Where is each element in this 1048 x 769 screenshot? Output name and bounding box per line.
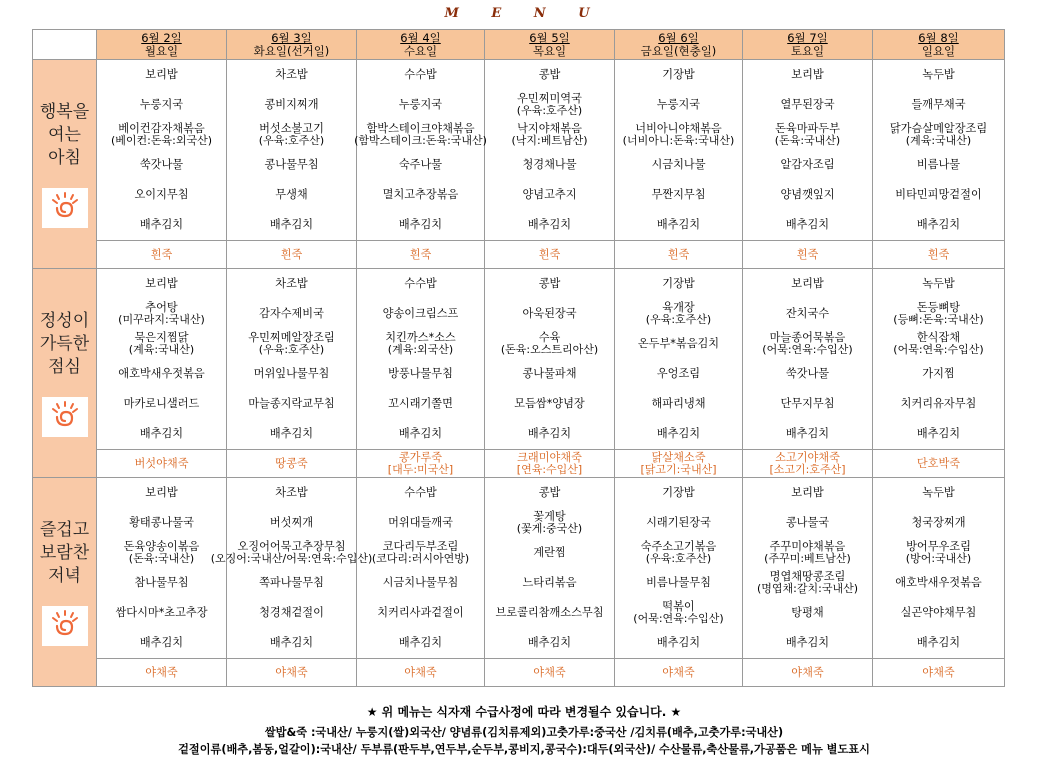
- menu-item: 해파리냉채: [651, 397, 706, 410]
- menu-item: 잔치국수: [785, 307, 830, 320]
- menu-item: [97, 538, 226, 568]
- menu-item: [873, 538, 1004, 568]
- menu-item: 배추김치: [656, 218, 701, 231]
- day-weekday: 목요일: [532, 43, 567, 58]
- sun-logo-icon: [42, 188, 88, 228]
- menu-item: 아욱된장국: [522, 307, 577, 320]
- menu-item: 양념깻잎지: [780, 188, 835, 201]
- menu-item-origin: (어묵:연육:수입산): [762, 343, 853, 356]
- meal-row: [33, 269, 1005, 478]
- menu-item: 차조밥: [275, 277, 308, 290]
- menu-item: 탕평채: [791, 606, 824, 619]
- menu-item: [485, 508, 614, 538]
- menu-item: [227, 120, 356, 150]
- menu-item: 콩비지찌개: [264, 98, 319, 111]
- menu-item: 청경채나물: [522, 158, 577, 171]
- menu-item-name: 묵은지찜닭: [134, 331, 189, 344]
- porridge-item: [485, 449, 614, 477]
- menu-item: 모듬쌈*양념장: [514, 397, 585, 410]
- menu-item-origin: (어묵:연육:수입산): [633, 612, 724, 625]
- porridge-item: 흰죽: [227, 240, 356, 268]
- menu-item-origin: (어묵:연육:수입산): [893, 343, 984, 356]
- porridge-item: 흰죽: [743, 240, 872, 268]
- menu-item-name: 돈등뼈탕: [916, 301, 961, 314]
- porridge-item: 야채죽: [743, 658, 872, 686]
- menu-item: 기장밥: [662, 486, 695, 499]
- menu-item-origin: (낙지:베트남산): [511, 134, 588, 147]
- menu-item-name: 돈육양송이볶음: [123, 540, 200, 553]
- sun-logo-icon: [42, 397, 88, 437]
- porridge-item: [357, 449, 484, 477]
- menu-item: 배추김치: [269, 636, 314, 649]
- menu-item: 배추김치: [916, 218, 961, 231]
- menu-item: 배추김치: [398, 636, 443, 649]
- menu-cell: [97, 60, 227, 269]
- menu-item: 보리밥: [791, 68, 824, 81]
- menu-item: 기장밥: [662, 68, 695, 81]
- day-date: 6월 5일: [529, 30, 570, 45]
- menu-item: [357, 538, 484, 568]
- menu-item: 쑥갓나물: [785, 367, 830, 380]
- menu-item-origin: (오징어:국내산/어묵:연육:수입산): [210, 552, 373, 565]
- porridge-item: 단호박죽: [873, 449, 1004, 477]
- meal-row: [33, 478, 1005, 687]
- meal-label: [33, 269, 97, 478]
- menu-item: 배추김치: [398, 218, 443, 231]
- menu-item-origin: (우육:호주산): [258, 343, 325, 356]
- menu-item-origin: (우육:호주산): [258, 134, 325, 147]
- menu-item: 녹두밥: [922, 68, 955, 81]
- menu-item-origin: (함박스테이크:돈육:국내산): [354, 134, 487, 147]
- menu-item: 배추김치: [656, 636, 701, 649]
- menu-item-origin: [연육:수입산]: [516, 462, 583, 476]
- menu-item-origin: (계육:외국산): [387, 343, 454, 356]
- meal-label-word: 정성이: [39, 310, 90, 331]
- menu-item: 녹두밥: [922, 486, 955, 499]
- porridge-item: 땅콩죽: [227, 449, 356, 477]
- menu-item-name: 한식잡채: [916, 331, 961, 344]
- menu-item: 수수밥: [404, 486, 437, 499]
- menu-item-name: 오징어어묵고추장무침: [237, 540, 346, 553]
- menu-item-origin: (등뼈:돈육:국내산): [893, 313, 984, 326]
- menu-item: 황태콩나물국: [129, 516, 194, 529]
- menu-item: 비타민피망겉절이: [895, 188, 982, 201]
- menu-item: 콩나물무침: [264, 158, 319, 171]
- day-weekday: 수요일: [403, 43, 438, 58]
- menu-item: 배추김치: [785, 636, 830, 649]
- porridge-item: 흰죽: [97, 240, 226, 268]
- menu-item: [743, 568, 872, 598]
- menu-item: 느타리볶음: [522, 576, 577, 589]
- menu-item: 배추김치: [139, 636, 184, 649]
- menu-item: 배추김치: [398, 427, 443, 440]
- menu-item: 방풍나물무침: [388, 367, 453, 380]
- menu-cell: [354, 60, 487, 269]
- origin-info-line-1: 쌀밥&죽 :국내산/ 누룽지(쌀)외국산/ 양념류(김치류제외)고춧가루:중국산 /김치류(배추,고춧가루:국내산): [264, 726, 784, 739]
- menu-item: 배추김치: [916, 636, 961, 649]
- menu-item-name: 우민찌미역국: [517, 92, 582, 105]
- menu-item: [615, 598, 742, 628]
- menu-cell: [743, 269, 873, 478]
- menu-item: 버섯찌개: [269, 516, 314, 529]
- menu-item: 알감자조림: [780, 158, 835, 171]
- day-weekday: 금요일(현충일): [640, 43, 717, 58]
- menu-item-origin: (돈육:오스트리아산): [500, 343, 599, 356]
- menu-item: 단무지무침: [780, 397, 835, 410]
- meal-label-word: 보람찬: [39, 542, 90, 563]
- menu-item-name: 추어탕: [145, 301, 178, 314]
- menu-item: 가지찜: [922, 367, 955, 380]
- menu-item: 보리밥: [791, 277, 824, 290]
- menu-item: [485, 90, 614, 120]
- porridge-item: 야채죽: [615, 658, 742, 686]
- menu-item-origin: (우육:호주산): [516, 104, 583, 117]
- menu-item: 수수밥: [404, 68, 437, 81]
- menu-item: 마늘종지락교무침: [248, 397, 335, 410]
- day-weekday: 화요일(선거일): [253, 43, 330, 58]
- menu-item: 비름나물무침: [646, 576, 711, 589]
- menu-cell: [615, 478, 743, 687]
- menu-item: 누룽지국: [139, 98, 184, 111]
- menu-item: 콩나물국: [785, 516, 830, 529]
- porridge-item: 흰죽: [485, 240, 614, 268]
- sun-logo-icon: [42, 606, 88, 646]
- menu-item-name: 크래미야채죽: [517, 450, 582, 464]
- menu-cell: [97, 269, 227, 478]
- menu-item-origin: (우육:호주산): [645, 552, 712, 565]
- porridge-item: 흰죽: [615, 240, 742, 268]
- menu-item: [97, 299, 226, 329]
- menu-cell: [615, 60, 743, 269]
- menu-item: 브로콜리참깨소스무침: [495, 606, 604, 619]
- menu-item: 마카로니샐러드: [123, 397, 200, 410]
- menu-item: 치커리사과겉절이: [377, 606, 464, 619]
- porridge-item: 흰죽: [357, 240, 484, 268]
- meal-label-word: 점심: [48, 356, 81, 377]
- menu-item-name: 닭가슴살메알장조림: [889, 122, 988, 135]
- menu-item: 배추김치: [139, 218, 184, 231]
- day-date: 6월 8일: [918, 30, 959, 45]
- menu-item-origin: (꽃게:중국산): [516, 522, 583, 535]
- porridge-item: 흰죽: [873, 240, 1004, 268]
- menu-item: [210, 538, 373, 568]
- menu-item: [873, 299, 1004, 329]
- menu-item: 콩밥: [538, 486, 561, 499]
- day-header: [743, 30, 873, 60]
- menu-item: 보리밥: [791, 486, 824, 499]
- day-date: 6월 7일: [787, 30, 828, 45]
- menu-item-name: 닭살채소죽: [651, 450, 706, 464]
- menu-item-name: 돈육마파두부: [775, 122, 840, 135]
- menu-item-origin: (계육:국내산): [905, 134, 972, 147]
- menu-cell: [227, 60, 357, 269]
- day-header: [485, 30, 615, 60]
- menu-item-name: 수육: [538, 331, 561, 344]
- menu-item: [743, 120, 872, 150]
- menu-cell: [485, 478, 615, 687]
- menu-item-origin: (코다리:러시아연방): [371, 552, 470, 565]
- day-header: [97, 30, 227, 60]
- menu-item: 배추김치: [269, 218, 314, 231]
- menu-item-name: 콩가루죽: [398, 450, 443, 464]
- menu-item: 머위잎나물무침: [253, 367, 330, 380]
- menu-item: [615, 120, 742, 150]
- menu-item: [873, 120, 1004, 150]
- menu-item-origin: (돈육:국내산): [128, 552, 195, 565]
- menu-item: [97, 120, 226, 150]
- menu-item: 꼬시래기쫄면: [388, 397, 453, 410]
- day-date: 6월 3일: [271, 30, 312, 45]
- menu-cell: [743, 60, 873, 269]
- menu-item-name: 명엽채땅콩조림: [769, 570, 846, 583]
- menu-item-name: 치킨까스*소스: [385, 331, 456, 344]
- menu-item: 실곤약야채무침: [900, 606, 977, 619]
- day-date: 6월 6일: [658, 30, 699, 45]
- day-date: 6월 4일: [400, 30, 441, 45]
- day-weekday: 토요일: [790, 43, 825, 58]
- menu-item-name: 육개장: [662, 301, 695, 314]
- menu-item: 녹두밥: [922, 277, 955, 290]
- menu-item: 들깨무채국: [911, 98, 966, 111]
- menu-item: [485, 329, 614, 359]
- menu-item: 콩밥: [538, 277, 561, 290]
- menu-item-origin: (돈육:국내산): [774, 134, 841, 147]
- menu-item: 쌈다시마*초고추장: [115, 606, 208, 619]
- menu-item: 참나물무침: [134, 576, 189, 589]
- menu-item-origin: (주꾸미:베트남산): [764, 552, 851, 565]
- change-notice: ★ 위 메뉴는 식자재 수급사정에 따라 변경될수 있습니다. ★: [366, 705, 682, 719]
- menu-item: 콩밥: [538, 68, 561, 81]
- meal-label: [33, 478, 97, 687]
- porridge-item: 야채죽: [873, 658, 1004, 686]
- menu-item: 콩나물파채: [522, 367, 577, 380]
- menu-cell: [743, 478, 873, 687]
- menu-item: [354, 120, 487, 150]
- menu-item: [97, 329, 226, 359]
- meal-label-word: 가득한: [39, 333, 90, 354]
- menu-item-name: 주꾸미야채볶음: [769, 540, 846, 553]
- menu-item-name: 버섯소불고기: [259, 122, 324, 135]
- day-date: 6월 2일: [141, 30, 182, 45]
- porridge-item: 야채죽: [357, 658, 484, 686]
- menu-item: 배추김치: [527, 427, 572, 440]
- menu-cell: [210, 478, 373, 687]
- porridge-item: 버섯야채죽: [97, 449, 226, 477]
- corner-cell: [33, 30, 97, 60]
- menu-item: 양념고추지: [522, 188, 577, 201]
- day-header: [873, 30, 1005, 60]
- menu-cell: [97, 478, 227, 687]
- menu-item-name: 코다리두부조림: [382, 540, 459, 553]
- menu-item-name: 떡볶이: [662, 600, 695, 613]
- meal-label-word: 저녁: [48, 565, 81, 586]
- menu-item: [743, 538, 872, 568]
- menu-cell: [873, 478, 1005, 687]
- meal-label-text: [33, 101, 96, 170]
- menu-item: 차조밥: [275, 486, 308, 499]
- menu-item: 열무된장국: [780, 98, 835, 111]
- day-weekday: 월요일: [144, 43, 179, 58]
- menu-cell: [615, 269, 743, 478]
- menu-item: [357, 329, 484, 359]
- menu-cell: [227, 269, 357, 478]
- menu-item: 무짠지무침: [651, 188, 706, 201]
- menu-item: 무생채: [275, 188, 308, 201]
- menu-item: 감자수제비국: [259, 307, 324, 320]
- menu-item: [743, 329, 872, 359]
- menu-item: 차조밥: [275, 68, 308, 81]
- menu-item-name: 꽃게탕: [533, 510, 566, 523]
- menu-item: 시금치나물: [651, 158, 706, 171]
- meal-label: [33, 60, 97, 269]
- day-header: [615, 30, 743, 60]
- menu-item: [615, 538, 742, 568]
- menu-item: 보리밥: [145, 486, 178, 499]
- menu-item-name: 숙주소고기볶음: [640, 540, 717, 553]
- menu-item: 치커리유자무침: [900, 397, 977, 410]
- porridge-item: 야채죽: [227, 658, 356, 686]
- porridge-item: [743, 449, 872, 477]
- meal-label-word: 행복을: [39, 101, 90, 122]
- menu-item-origin: (베이컨:돈육:외국산): [110, 134, 212, 147]
- menu-item-name: 방어무우조림: [906, 540, 971, 553]
- menu-cell: [485, 269, 615, 478]
- day-header: [227, 30, 357, 60]
- menu-item: 애호박새우젓볶음: [118, 367, 205, 380]
- menu-item: 배추김치: [785, 218, 830, 231]
- menu-title: M E N U: [444, 6, 604, 21]
- menu-item: 오이지무침: [134, 188, 189, 201]
- menu-item-origin: (명엽채:갈치:국내산): [756, 582, 858, 595]
- menu-item: [227, 329, 356, 359]
- menu-item: 숙주나물: [398, 158, 443, 171]
- menu-cell: [485, 60, 615, 269]
- meal-row: [33, 60, 1005, 269]
- menu-item: 보리밥: [145, 277, 178, 290]
- menu-cell: [357, 478, 485, 687]
- menu-item-name: 우민찌메알장조림: [248, 331, 335, 344]
- porridge-item: [615, 449, 742, 477]
- menu-item: 머위대들깨국: [388, 516, 453, 529]
- menu-item-origin: (너비아니:돈육:국내산): [622, 134, 735, 147]
- menu-cell: [873, 60, 1005, 269]
- menu-item: 양송이크림스프: [382, 307, 459, 320]
- menu-item: 계란찜: [533, 546, 566, 559]
- menu-item: 우엉조림: [656, 367, 701, 380]
- menu-item-origin: (미꾸라지:국내산): [118, 313, 205, 326]
- menu-item: 수수밥: [404, 277, 437, 290]
- menu-item: [615, 299, 742, 329]
- menu-item: 시래기된장국: [646, 516, 711, 529]
- menu-item: 청경채겉절이: [259, 606, 324, 619]
- menu-item: [485, 120, 614, 150]
- menu-item: 멸치고추장볶음: [382, 188, 459, 201]
- meal-label-text: [33, 310, 96, 379]
- menu-item-origin: [대두:미국산]: [387, 462, 454, 476]
- menu-item: 쪽파나물무침: [259, 576, 324, 589]
- menu-item: 배추김치: [656, 427, 701, 440]
- menu-item: 누룽지국: [398, 98, 443, 111]
- menu-item: 애호박새우젓볶음: [895, 576, 982, 589]
- meal-label-word: 아침: [48, 147, 81, 168]
- menu-item-name: 마늘종어묵볶음: [769, 331, 846, 344]
- menu-cell: [873, 269, 1005, 478]
- meal-label-text: [33, 519, 96, 588]
- menu-item: 배추김치: [785, 427, 830, 440]
- menu-item: 배추김치: [527, 636, 572, 649]
- menu-item-name: 베이컨감자채볶음: [118, 122, 205, 135]
- menu-item-origin: (계육:국내산): [128, 343, 195, 356]
- day-weekday: 일요일: [921, 43, 956, 58]
- menu-item: 청국장찌개: [911, 516, 966, 529]
- porridge-item: 야채죽: [97, 658, 226, 686]
- day-header: [357, 30, 485, 60]
- origin-info-line-2: 겉절이류(배추,봄동,얼갈이):국내산/ 두부류(판두부,연두부,순두부,콩비지,콩국수):대두(외국산)/ 수산물류,축산물류,가공품은 메뉴 별도표시: [178, 743, 870, 756]
- porridge-item: 야채죽: [485, 658, 614, 686]
- meal-label-word: 여는: [48, 124, 81, 145]
- menu-item: 보리밥: [145, 68, 178, 81]
- day-header-row: [33, 30, 1005, 60]
- menu-item: 기장밥: [662, 277, 695, 290]
- menu-item-origin: (우육:호주산): [645, 313, 712, 326]
- menu-item-origin: [닭고기:국내산]: [640, 462, 717, 476]
- menu-item: 쑥갓나물: [139, 158, 184, 171]
- menu-item: [873, 329, 1004, 359]
- menu-item: 온두부*볶음김치: [637, 337, 720, 350]
- menu-item-origin: [소고기:호주산]: [769, 462, 846, 476]
- menu-item-name: 함박스테이크야채볶음: [366, 122, 475, 135]
- meal-label-word: 즐겁고: [39, 519, 90, 540]
- menu-item: 누룽지국: [656, 98, 701, 111]
- menu-item-name: 낙지야채볶음: [517, 122, 582, 135]
- menu-table: [32, 29, 1005, 687]
- menu-item: 배추김치: [269, 427, 314, 440]
- menu-item: 배추김치: [527, 218, 572, 231]
- menu-item: 시금치나물무침: [382, 576, 459, 589]
- menu-item-origin: (방어:국내산): [905, 552, 972, 565]
- menu-cell: [357, 269, 485, 478]
- menu-item: 배추김치: [916, 427, 961, 440]
- menu-item-name: 소고기야채죽: [775, 450, 840, 464]
- menu-item-name: 너비아니야채볶음: [635, 122, 722, 135]
- menu-item: 배추김치: [139, 427, 184, 440]
- menu-item: 비름나물: [916, 158, 961, 171]
